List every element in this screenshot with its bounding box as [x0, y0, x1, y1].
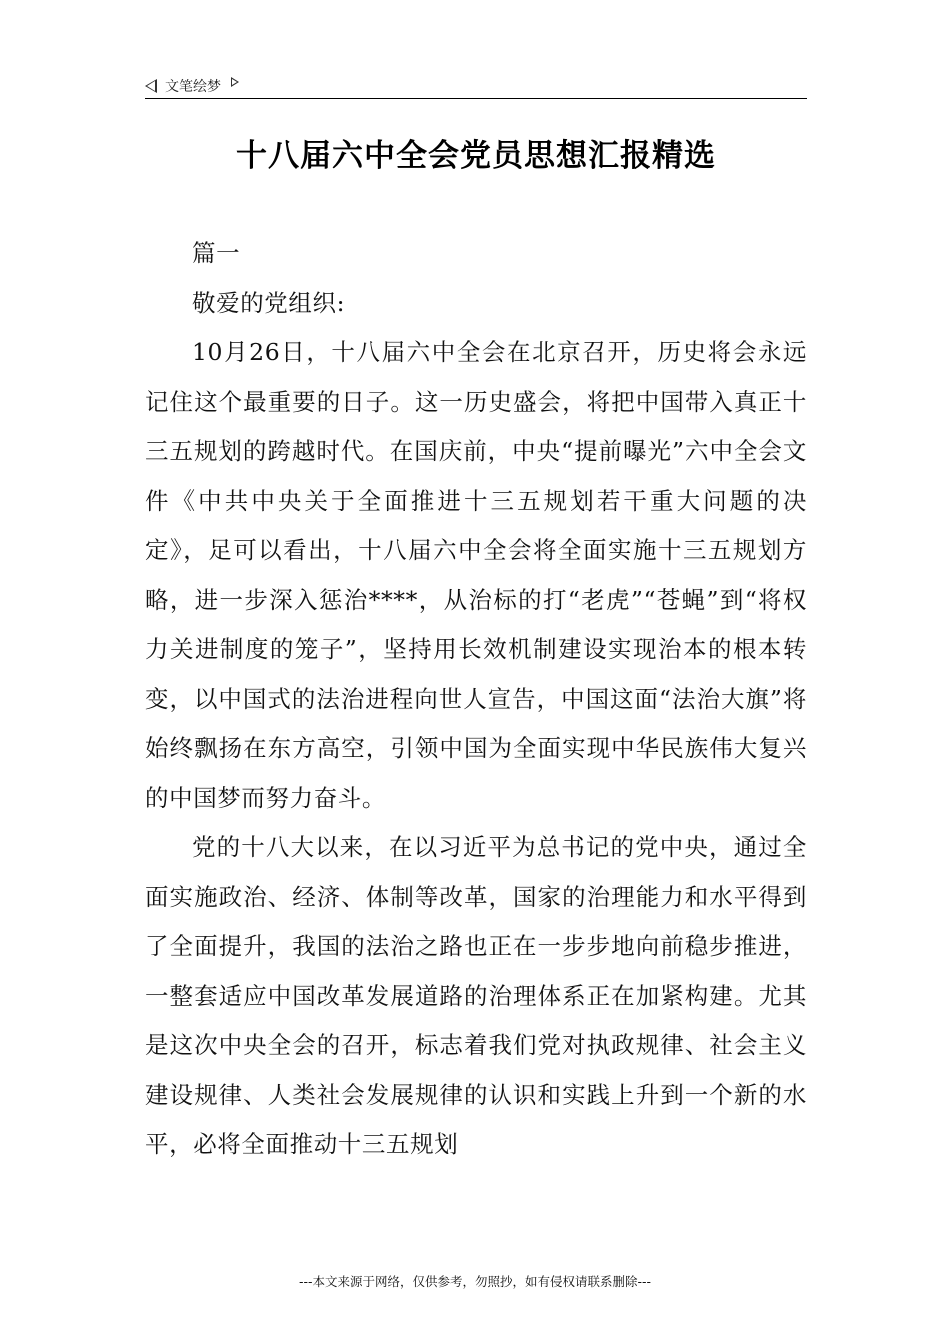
footer-disclaimer: ---本文来源于网络，仅供参考，勿照抄，如有侵权请联系删除---: [298, 1274, 652, 1289]
section-label: 篇一: [192, 239, 241, 267]
body-paragraph: 10月26日，十八届六中全会在北京召开，历史将会永远记住这个最重要的日子。这一历史盛会，将把中国带入真正十三五规划的跨越时代。在国庆前，中央“提前曝光”六中全会文件《中共中央关于全面推进十三五规划若干重大问题的决定》，足可以看出，十八届六中全会将全面实施十三五规划方略，进一步深入惩治****，从治标的打“老虎”“苍蝇”到“将权力关进制度的笼子”，坚持用长效机制建设实现治本的根本转变，以中国式的法治进程向世人宣告，中国这面“法治大旗”将始终飘扬在东方高空，引领中国为全面实现中华民族伟大复兴的中国梦而努力奋斗。: [145, 338, 807, 812]
triangle-right-icon: [231, 77, 239, 87]
header-rule: [145, 98, 807, 99]
document-body: [145, 229, 807, 1170]
salutation: 敬爱的党组织:: [192, 288, 346, 317]
document-title: 十八届六中全会党员思想汇报精选: [236, 138, 716, 174]
body-paragraph: 党的十八大以来，在以习近平为总书记的党中央，通过全面实施政治、经济、体制等改革，国家的治理能力和水平得到了全面提升，我国的法治之路也正在一步步地向前稳步推进，一整套适应中国改革发展道路的治理体系正在加紧构建。尤其是这次中央全会的召开，标志着我们党对执政规律、社会主义建设规律、人类社会发展规律的认识和实践上升到一个新的水平，必将全面推动十三五规划: [145, 833, 807, 1158]
triangle-left-icon: [145, 79, 157, 93]
running-header: [145, 74, 807, 98]
header-label: 文笔绘梦: [165, 79, 221, 95]
